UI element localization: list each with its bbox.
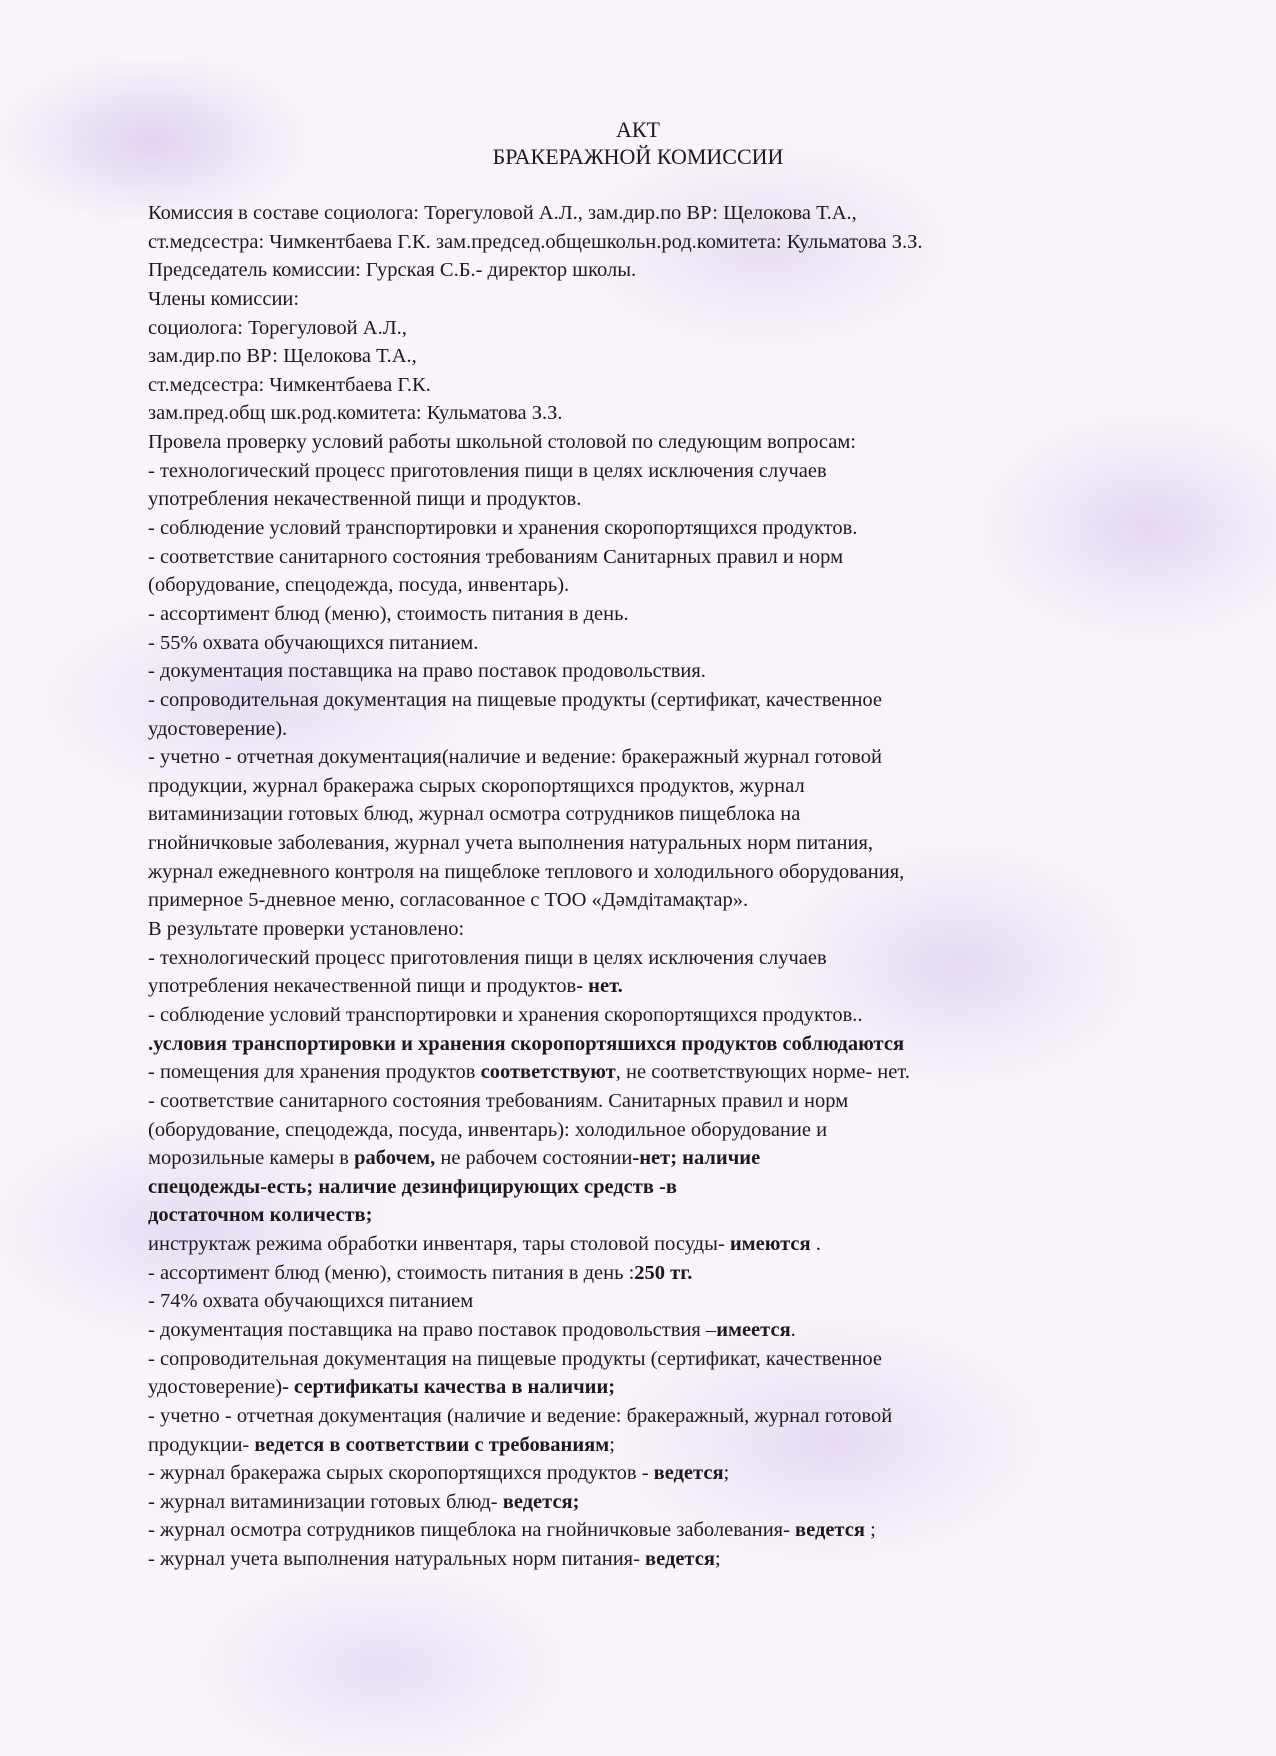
text-run: витаминизации готовых блюд, журнал осмотра сотрудников пищеблока на <box>148 803 801 826</box>
text-line <box>148 1001 1258 1030</box>
document-body <box>148 199 1258 1574</box>
text-line <box>148 399 1258 428</box>
text-run: Провела проверку условий работы школьной столовой по следующим вопросам: <box>148 431 856 454</box>
text-line <box>148 571 1258 600</box>
text-run: продукции- <box>148 1433 255 1456</box>
text-run: ; <box>864 1519 876 1542</box>
bold-text-run: .условия транспортировки и хранения скоропортяшихся продуктов соблюдаются <box>148 1032 905 1055</box>
bold-text-run: ведется <box>645 1548 715 1571</box>
text-line <box>148 1201 1258 1230</box>
text-line <box>148 1402 1258 1431</box>
text-line <box>148 715 1258 744</box>
text-run: . <box>790 1318 796 1341</box>
text-run: Комиссия в составе социолога: Торегуловой А.Л., зам.дир.по ВР: Щелокова Т.А., <box>148 202 857 224</box>
bold-text-run: - сертификаты качества в наличии; <box>282 1376 616 1399</box>
text-run: - учетно - отчетная документация(наличие и ведение: бракеражный журнал готовой <box>148 746 883 769</box>
text-run: ст.медсестра: Чимкентбаева Г.К. <box>148 373 431 396</box>
text-run: удостоверение). <box>148 717 288 740</box>
text-run: - журнал осмотра сотрудников пищеблока на гнойничковые заболевания- <box>148 1519 796 1542</box>
bold-text-run: имеется <box>716 1318 791 1341</box>
text-line <box>148 772 1258 801</box>
text-run: - 74% охвата обучающихся питанием <box>148 1290 474 1313</box>
text-line <box>148 629 1258 658</box>
text-line <box>148 199 1258 228</box>
text-line <box>148 657 1258 686</box>
text-line <box>148 858 1258 887</box>
text-run: - соответствие санитарного состояния требованиям Санитарных правил и норм <box>148 545 844 568</box>
text-line <box>148 1316 1258 1345</box>
text-line <box>148 457 1258 486</box>
bold-text-run: ведется <box>653 1462 724 1485</box>
bold-text-run: -нет; наличие <box>632 1147 761 1170</box>
text-run: - журнал бракеража сырых скоропортящихся продуктов - <box>148 1462 654 1485</box>
text-run: употребления некачественной пищи и продуктов <box>148 975 577 998</box>
text-line <box>148 314 1258 343</box>
bold-text-run: имеются <box>729 1233 811 1256</box>
text-run: зам.дир.по ВР: Щелокова Т.А., <box>148 345 417 368</box>
text-run: - сопроводительная документация на пищевые продукты (сертификат, качественное <box>148 1347 883 1370</box>
text-line <box>148 1345 1258 1374</box>
text-run: В результате проверки установлено: <box>148 918 465 941</box>
text-run: зам.пред.общ шк.род.комитета: Кульматова З.З. <box>148 402 563 425</box>
text-run: ; <box>609 1433 615 1456</box>
text-line <box>148 1545 1258 1574</box>
text-run: - помещения для хранения продуктов <box>148 1061 481 1084</box>
bold-text-run: ведется <box>795 1519 865 1542</box>
text-line <box>148 428 1258 457</box>
text-line <box>148 256 1258 285</box>
text-line <box>148 743 1258 772</box>
text-run: гнойничковые заболевания, журнал учета выполнения натуральных норм питания, <box>148 832 874 855</box>
text-line <box>148 800 1258 829</box>
text-run: не рабочем состоянии <box>435 1147 633 1170</box>
text-run: . <box>810 1233 821 1256</box>
text-run: примерное 5-дневное меню, согласованное с ТОО «Дәмдітамақтар». <box>148 889 749 912</box>
text-line <box>148 972 1258 1001</box>
text-run: инструктаж режима обработки инвентаря, тары столовой посуды- <box>148 1233 730 1256</box>
text-line <box>148 915 1258 944</box>
text-line <box>148 1230 1258 1259</box>
bold-text-run: достаточном количеств; <box>148 1204 373 1227</box>
text-run: - учетно - отчетная документация (наличие и ведение: бракеражный, журнал готовой <box>148 1404 893 1427</box>
text-line <box>148 485 1258 514</box>
text-line <box>148 371 1258 400</box>
text-run: - соответствие санитарного состояния требованиям. Санитарных правил и норм <box>148 1089 849 1112</box>
text-line <box>148 944 1258 973</box>
text-line <box>148 1431 1258 1460</box>
text-run: - технологический процесс приготовления пищи в целях исключения случаев <box>148 946 827 969</box>
bold-text-run: соответствуют <box>480 1061 616 1084</box>
text-run: - ассортимент блюд (меню), стоимость питания в день : <box>148 1261 635 1284</box>
text-run: - журнал учета выполнения натуральных норм питания- <box>148 1548 646 1571</box>
text-run: ; <box>714 1548 721 1571</box>
text-line <box>148 1488 1258 1517</box>
text-line <box>148 1144 1258 1173</box>
text-run: Члены комиссии: <box>148 287 300 310</box>
text-run: ст.медсестра: Чимкентбаева Г.К. зам.председ.общешкольн.род.комитета: Кульматова З.З. <box>148 230 923 253</box>
text-line <box>148 514 1258 543</box>
text-run: (оборудование, спецодежда, посуда, инвентарь). <box>148 574 570 597</box>
text-run: - ассортимент блюд (меню), стоимость питания в день. <box>148 602 629 625</box>
bold-text-run: ведется в соответствии с требованиям <box>254 1433 610 1456</box>
text-line <box>148 342 1258 371</box>
document-subtitle: БРАКЕРАЖНОЙ КОМИССИИ <box>492 144 784 169</box>
text-run: журнал ежедневного контроля на пищеблоке теплового и холодильного оборудования, <box>148 860 905 883</box>
text-run: - соблюдение условий транспортировки и хранения скоропортящихся продуктов.. <box>148 1003 863 1026</box>
text-run: - сопроводительная документация на пищевые продукты (сертификат, качественное <box>148 688 883 711</box>
text-run: - соблюдение условий транспортировки и хранения скоропортящихся продуктов. <box>148 517 858 540</box>
text-line <box>148 886 1258 915</box>
text-line <box>148 1087 1258 1116</box>
bold-text-run: спецодежды-есть; наличие дезинфицирующих средств -в <box>148 1175 677 1198</box>
text-run: - документация поставщика на право поставок продовольствия. <box>148 660 706 683</box>
text-run: , не соответствующих норме- нет. <box>615 1061 910 1084</box>
text-run: - технологический процесс приготовления пищи в целях исключения случаев <box>148 459 827 482</box>
text-run: продукции, журнал бракеража сырых скоропортящихся продуктов, журнал <box>148 774 805 797</box>
bold-text-run: рабочем, <box>354 1147 436 1170</box>
text-run: ; <box>723 1462 730 1485</box>
text-run: - журнал витаминизации готовых блюд- <box>148 1490 503 1513</box>
bold-text-run: ведется; <box>502 1490 580 1513</box>
text-line <box>148 686 1258 715</box>
text-line <box>148 1030 1258 1059</box>
text-line <box>148 1116 1258 1145</box>
text-run: (оборудование, спецодежда, посуда, инвентарь): холодильное оборудование и <box>148 1118 828 1141</box>
text-line <box>148 1173 1258 1202</box>
text-line <box>148 285 1258 314</box>
text-line <box>148 1259 1258 1288</box>
text-line <box>148 600 1258 629</box>
text-run: - 55% охвата обучающихся питанием. <box>148 631 479 654</box>
text-line <box>148 543 1258 572</box>
text-line <box>148 1058 1258 1087</box>
bold-text-run: 250 тг. <box>634 1261 693 1284</box>
text-line <box>148 1459 1258 1488</box>
text-run: Председатель комиссии: Гурская С.Б.- директор школы. <box>148 259 637 282</box>
text-line <box>148 1373 1258 1402</box>
bold-text-run: - нет. <box>576 975 623 998</box>
text-run: морозильные камеры в <box>148 1147 355 1170</box>
text-run: социолога: Торегуловой А.Л., <box>148 316 407 339</box>
text-line <box>148 1516 1258 1545</box>
text-run: употребления некачественной пищи и продуктов. <box>148 488 582 511</box>
text-run: удостоверение) <box>148 1376 283 1399</box>
text-line <box>148 228 1258 257</box>
text-run: - документация поставщика на право поставок продовольствия – <box>148 1318 717 1341</box>
text-line <box>148 829 1258 858</box>
text-line <box>148 1287 1258 1316</box>
document-title: АКТ <box>616 117 660 142</box>
